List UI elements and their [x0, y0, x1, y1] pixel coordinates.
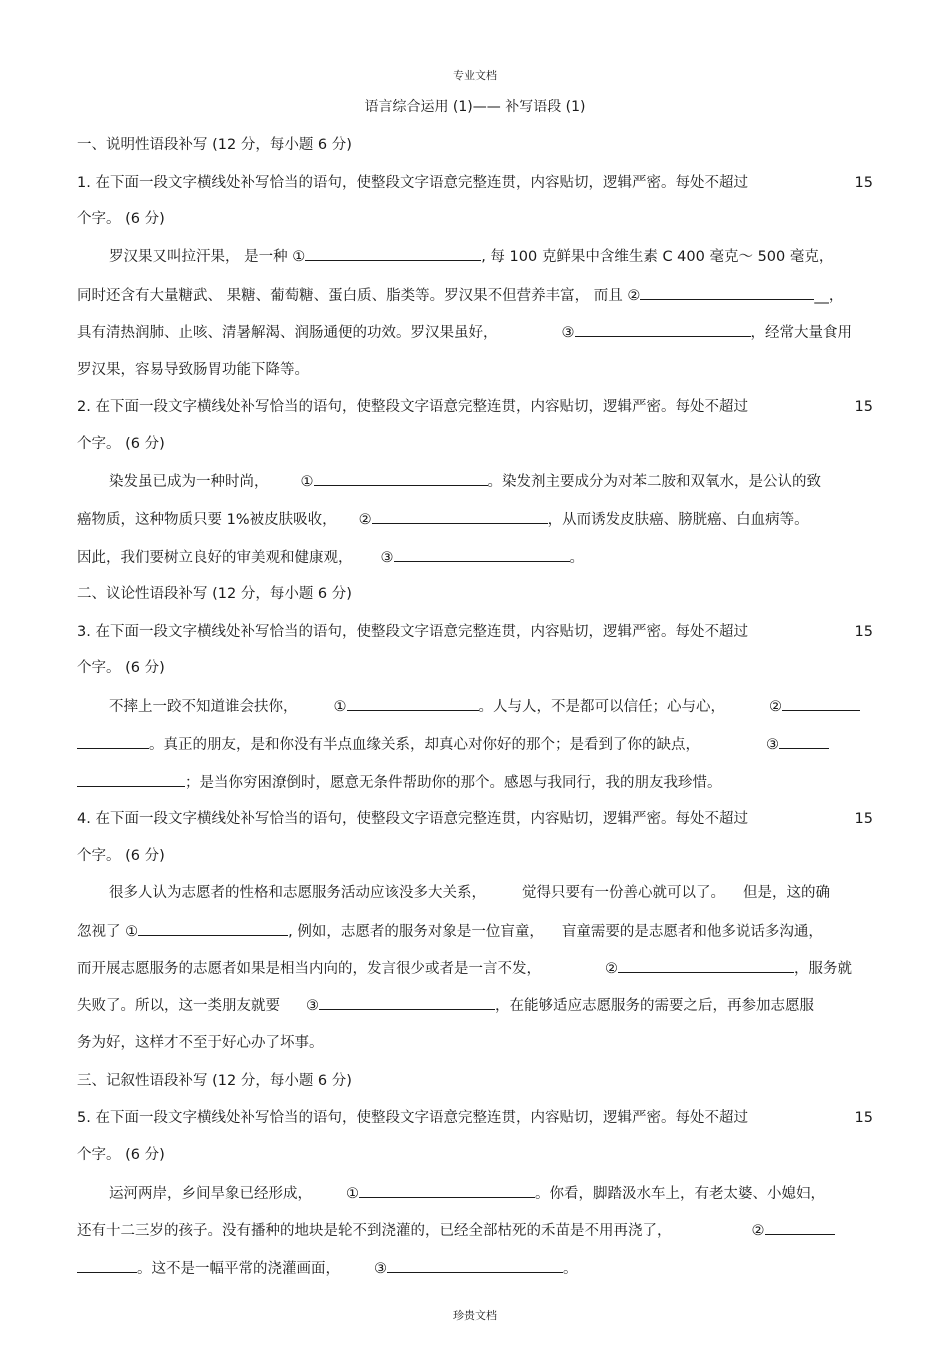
q1-text: 具有清热润肺、止咳、清暑解渴、润肠通便的功效。罗汉果虽好，: [77, 325, 498, 341]
q4-text: 觉得只要有一份善心就可以了。: [522, 885, 725, 901]
q3-blank-3b[interactable]: [77, 772, 185, 787]
q4-text: , 例如，志愿者的服务对象是一位盲童，: [288, 924, 544, 940]
q5-text: 运河两岸，乡间旱象已经形成，: [109, 1186, 312, 1202]
q5-text: 。: [563, 1261, 578, 1277]
q4-text: ，服务就: [794, 961, 852, 977]
q1-blank-3[interactable]: [575, 322, 751, 337]
q3-stem: 3. 在下面一段文字横线处补写恰当的语句，使整段文字语意完整连贯，内容贴切，逻辑严密。每处不超过: [77, 624, 748, 640]
q3-blank-2b[interactable]: [77, 734, 149, 749]
q1-line-3: [77, 322, 873, 343]
q2-line-3: [77, 547, 873, 568]
q3-text: ；是当你穷困潦倒时，愿意无条件帮助你的那个。感恩与我同行，我的朋友我珍惜。: [185, 775, 722, 791]
q5-blank-2a[interactable]: [765, 1220, 835, 1235]
q3-blank-2a[interactable]: [782, 696, 860, 711]
q2-limit: 15: [854, 399, 873, 415]
q2-line-2: [77, 509, 873, 530]
q4-limit: 15: [854, 811, 873, 827]
q4-text: ，在能够适应志愿服务的需要之后，再参加志愿服: [495, 998, 814, 1014]
q5-text: ②: [751, 1223, 765, 1239]
q3-blank-3a[interactable]: [779, 734, 829, 749]
q4-text: 失败了。所以，这一类朋友就要: [77, 998, 280, 1014]
q5-stem: 5. 在下面一段文字横线处补写恰当的语句，使整段文字语意完整连贯，内容贴切，逻辑严密。每处不超过: [77, 1110, 748, 1126]
q2-stem-cont: 个字。 (6 分): [77, 436, 165, 452]
q3-stem-cont: 个字。 (6 分): [77, 660, 165, 676]
q1-blank-2[interactable]: [640, 285, 814, 300]
q1-line-4: 罗汉果，容易导致肠胃功能下降等。: [77, 362, 309, 378]
q5-line-3: [77, 1258, 873, 1279]
q4-line-1: [109, 883, 873, 903]
q2-text: 癌物质，这种物质只要 1%被皮肤吸收，: [77, 512, 337, 528]
q1-text: 罗汉果又叫拉汗果， 是一种 ①: [109, 249, 306, 265]
q2-blank-3[interactable]: [394, 547, 570, 562]
q2-stem: 2. 在下面一段文字横线处补写恰当的语句，使整段文字语意完整连贯，内容贴切，逻辑严密。每处不超过: [77, 399, 748, 415]
q5-limit: 15: [854, 1110, 873, 1126]
q1-text: ，经常大量食用: [750, 325, 852, 341]
q5-line-1: [109, 1183, 873, 1204]
q4-blank-3[interactable]: [319, 995, 495, 1010]
q3-line-2: [77, 734, 873, 755]
q3-line-3: [77, 772, 873, 793]
page-footer: 珍贵文档: [453, 1309, 497, 1322]
q5-text: 。你看，脚踏汲水车上，有老太婆、小媳妇，: [535, 1186, 825, 1202]
q4-text: 很多人认为志愿者的性格和志愿服务活动应该没多大关系，: [109, 885, 486, 901]
q1-text: __，: [814, 288, 844, 304]
q4-text: ③: [306, 998, 319, 1014]
q1-text: ③: [561, 325, 575, 341]
q4-text: 忽视了 ①: [77, 924, 139, 940]
q3-text: 不摔上一跤不知道谁会扶你，: [109, 699, 298, 715]
q4-stem: 4. 在下面一段文字横线处补写恰当的语句，使整段文字语意完整连贯，内容贴切，逻辑严密。每处不超过: [77, 811, 748, 827]
q5-text: 。这不是一幅平常的浇灌画面，: [137, 1261, 340, 1277]
section-3-title: 三、记叙性语段补写 (12 分，每小题 6 分): [77, 1073, 352, 1089]
q3-limit: 15: [854, 624, 873, 640]
q1-blank-1[interactable]: [305, 246, 481, 261]
q4-line-5: 务为好，这样才不至于好心办了坏事。: [77, 1035, 324, 1051]
q5-blank-3[interactable]: [387, 1258, 563, 1273]
q3-text: ②: [769, 699, 782, 715]
q2-text: ①: [300, 474, 314, 490]
section-2-title: 二、议论性语段补写 (12 分，每小题 6 分): [77, 586, 352, 602]
page-header: 专业文档: [453, 69, 497, 82]
q3-blank-1[interactable]: [347, 696, 479, 711]
q2-text: 。: [569, 550, 584, 566]
q5-text: 还有十二三岁的孩子。没有播种的地块是轮不到浇灌的，已经全部枯死的禾苗是不用再浇了，: [77, 1223, 672, 1239]
q3-text: ①: [333, 699, 347, 715]
q5-blank-2b[interactable]: [77, 1258, 137, 1273]
q5-text: ①: [346, 1186, 359, 1202]
q4-text: 而开展志愿服务的志愿者如果是相当内向的，发言很少或者是一言不发，: [77, 961, 541, 977]
q5-line-2: [77, 1220, 873, 1241]
q4-line-3: [77, 958, 873, 979]
q4-text: 但是，这的确: [743, 885, 830, 901]
q5-stem-cont: 个字。 (6 分): [77, 1147, 165, 1163]
q2-blank-1[interactable]: [314, 471, 488, 486]
q1-line-1: [109, 246, 873, 267]
q4-line-2: [77, 921, 873, 942]
q1-text: 同时还含有大量糖武、 果糖、葡萄糖、蛋白质、脂类等。罗汉果不但营养丰富， 而且 ②: [77, 288, 641, 304]
q1-line-2: [77, 285, 873, 306]
q1-text: , 每 100 克鲜果中含维生素 C 400 毫克～ 500 毫克，: [481, 249, 834, 265]
q3-line-1: [109, 696, 873, 717]
q1-stem-cont: 个字。 (6 分): [77, 211, 165, 227]
q4-text: ②: [605, 961, 618, 977]
q2-text: 。染发剂主要成分为对苯二胺和双氧水，是公认的致: [487, 474, 821, 490]
q1-limit: 15: [854, 175, 873, 191]
q3-text: 。人与人，不是都可以信任；心与心，: [478, 699, 725, 715]
q3-text: ③: [766, 737, 779, 753]
q2-line-1: [109, 471, 873, 492]
q2-text: 染发虽已成为一种时尚，: [109, 474, 269, 490]
q4-line-4: [77, 995, 873, 1016]
q5-blank-1[interactable]: [359, 1183, 535, 1198]
q2-text: ③: [380, 550, 394, 566]
q2-text: ②: [358, 512, 372, 528]
section-1-title: 一、说明性语段补写 (12 分，每小题 6 分): [77, 137, 352, 153]
q3-text: 。真正的朋友，是和你没有半点血缘关系，却真心对你好的那个；是看到了你的缺点，: [149, 737, 700, 753]
q2-blank-2[interactable]: [372, 509, 548, 524]
q4-blank-1[interactable]: [138, 921, 288, 936]
q2-text: ，从而诱发皮肤癌、膀胱癌、白血病等。: [547, 512, 809, 528]
q4-blank-2[interactable]: [618, 958, 794, 973]
q4-stem-cont: 个字。 (6 分): [77, 848, 165, 864]
page-title: 语言综合运用 (1)—— 补写语段 (1): [364, 99, 586, 115]
q4-text: 盲童需要的是志愿者和他多说话多沟通，: [561, 924, 823, 940]
q2-text: 因此，我们要树立良好的审美观和健康观，: [77, 550, 353, 566]
q1-stem: 1. 在下面一段文字横线处补写恰当的语句，使整段文字语意完整连贯，内容贴切，逻辑严密。每处不超过: [77, 175, 748, 191]
q5-text: ③: [374, 1261, 387, 1277]
